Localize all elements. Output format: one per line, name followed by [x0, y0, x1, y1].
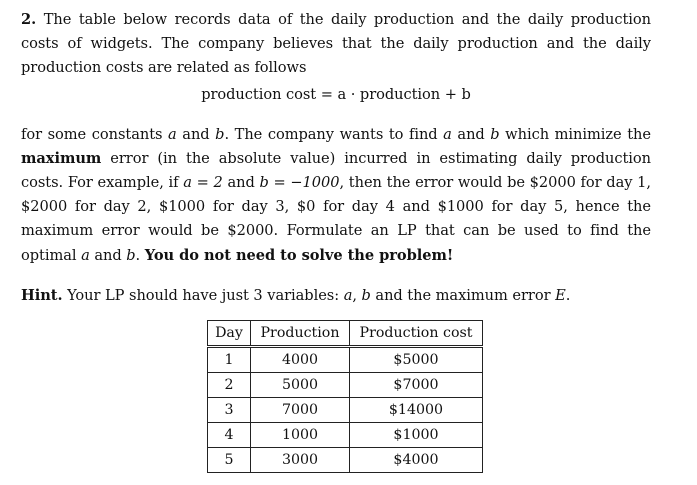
hint-var-b: b — [361, 286, 371, 304]
var-a-3: a — [81, 246, 90, 264]
hint-label: Hint. — [21, 286, 63, 304]
and-text-2: and — [451, 125, 491, 143]
problem-text — [21, 8, 651, 308]
body-text-1: for some constants — [21, 125, 169, 143]
var-b-2: b — [490, 125, 500, 143]
hint — [21, 284, 651, 308]
cell-production: 3000 — [251, 448, 350, 473]
hint-var-a: a — [343, 286, 353, 304]
cell-production: 1000 — [251, 423, 350, 448]
table-header-row — [208, 321, 483, 347]
cell-day: 4 — [208, 423, 251, 448]
body-text-6: . — [135, 246, 145, 264]
var-b: b — [215, 125, 225, 143]
data-table — [207, 320, 483, 473]
hint-text-1: Your LP should have just 3 variables: — [62, 286, 344, 304]
hint-var-e: E — [555, 286, 566, 304]
header-day: Day — [208, 321, 251, 347]
hint-end: . — [565, 286, 571, 304]
body-text-2: . The company wants to find — [224, 125, 444, 143]
and-text: and — [176, 125, 216, 143]
cell-day: 1 — [224, 352, 234, 368]
body-text-3: which minimize the — [499, 125, 651, 143]
cell-cost: $1000 — [350, 423, 483, 448]
example-b: b = −1000 — [259, 174, 340, 192]
body-text-4: error (in the absolute value) incurred in estimating daily production costs. For example, if — [21, 149, 651, 192]
header-production-cost: Production cost — [350, 321, 483, 347]
cell-cost: $5000 — [350, 347, 483, 373]
intro-text: The table below records data of the daily production and the daily production costs of widgets. The company believes that the daily production and the daily production costs are related as follows — [21, 11, 651, 77]
equation-text: production cost = a · production + b — [201, 85, 471, 103]
cell-day: 3 — [208, 398, 251, 423]
body-text-5: , then the error would be $2000 for day 1, $2000 for day 2, $1000 for day 3, $0 for day 4 and $1000 for day 5, hence the maximum error would be $2000. Formulate an LP that can be used to find the optimal — [21, 174, 651, 264]
bold-maximum: maximum — [21, 149, 102, 167]
cell-production: 5000 — [251, 373, 350, 398]
problem-number: 2. — [21, 11, 37, 28]
cell-day: 2 — [208, 373, 251, 398]
cell-day: 5 — [208, 448, 251, 473]
table-row — [208, 347, 483, 373]
cell-cost: $4000 — [350, 448, 483, 473]
cell-production: 7000 — [251, 398, 350, 423]
var-b-3: b — [126, 246, 136, 264]
var-a-2: a — [443, 125, 452, 143]
bold-instruction: You do not need to solve the problem! — [144, 246, 454, 264]
cell-cost: $14000 — [350, 398, 483, 423]
var-a: a — [168, 125, 177, 143]
data-table-wrapper — [207, 320, 483, 473]
example-a: a = 2 — [183, 174, 223, 192]
problem-intro — [21, 8, 651, 81]
example-and: and — [222, 174, 260, 192]
cell-production: 4000 — [251, 347, 350, 373]
hint-text-2: and the maximum error — [370, 286, 556, 304]
equation — [21, 83, 651, 107]
table-row — [208, 373, 483, 398]
table-row — [208, 448, 483, 473]
table-row — [208, 398, 483, 423]
and-text-3: and — [89, 246, 127, 264]
problem-body — [21, 123, 651, 268]
cell-cost: $7000 — [350, 373, 483, 398]
header-production: Production — [251, 321, 350, 347]
table-row — [208, 423, 483, 448]
hint-sep: , — [352, 286, 362, 304]
